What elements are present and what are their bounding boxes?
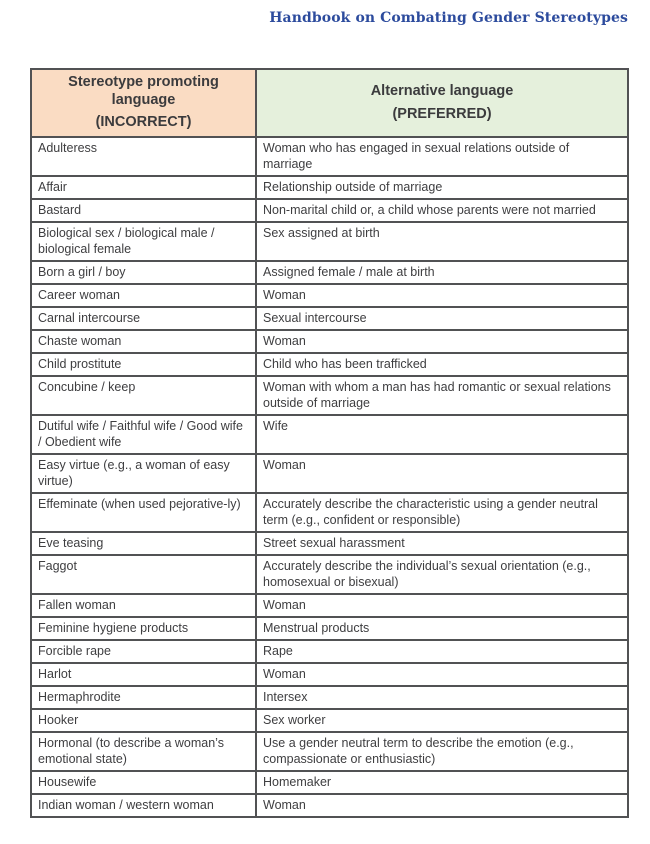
preferred-term-cell: Sex worker: [256, 709, 628, 732]
table-row: [31, 493, 628, 532]
table-row: [31, 617, 628, 640]
incorrect-term-cell: Indian woman / western woman: [31, 794, 256, 817]
preferred-term-cell: Non-marital child or, a child whose parents were not married: [256, 199, 628, 222]
preferred-term-cell: Woman who has engaged in sexual relations outside of marriage: [256, 137, 628, 176]
table-row: [31, 330, 628, 353]
preferred-term-cell: Use a gender neutral term to describe the emotion (e.g., compassionate or enthusiastic): [256, 732, 628, 771]
preferred-term-cell: Street sexual harassment: [256, 532, 628, 555]
column-header-incorrect: [31, 69, 256, 137]
incorrect-term-cell: Bastard: [31, 199, 256, 222]
incorrect-term-cell: Hooker: [31, 709, 256, 732]
preferred-term-cell: Woman: [256, 594, 628, 617]
preferred-term-cell: Assigned female / male at birth: [256, 261, 628, 284]
incorrect-term-cell: Affair: [31, 176, 256, 199]
preferred-term-cell: Relationship outside of marriage: [256, 176, 628, 199]
table-row: [31, 261, 628, 284]
preferred-term-cell: Woman: [256, 330, 628, 353]
table-row: [31, 686, 628, 709]
preferred-term-cell: Sexual intercourse: [256, 307, 628, 330]
table-row: [31, 222, 628, 261]
table-row: [31, 415, 628, 454]
incorrect-term-cell: Adulteress: [31, 137, 256, 176]
preferred-term-cell: Woman with whom a man has had romantic or sexual relations outside of marriage: [256, 376, 628, 415]
preferred-term-cell: Accurately describe the individual’s sexual orientation (e.g., homosexual or bisexual): [256, 555, 628, 594]
preferred-term-cell: Woman: [256, 663, 628, 686]
preferred-term-cell: Wife: [256, 415, 628, 454]
preferred-term-cell: Woman: [256, 454, 628, 493]
table-row: [31, 594, 628, 617]
preferred-term-cell: Woman: [256, 794, 628, 817]
incorrect-term-cell: Biological sex / biological male / biological female: [31, 222, 256, 261]
table-row: [31, 454, 628, 493]
table-row: [31, 376, 628, 415]
incorrect-term-cell: Eve teasing: [31, 532, 256, 555]
preferred-term-cell: Child who has been trafficked: [256, 353, 628, 376]
table-body: [31, 137, 628, 817]
incorrect-term-cell: Housewife: [31, 771, 256, 794]
table-header: [31, 69, 628, 137]
table-row: [31, 794, 628, 817]
incorrect-term-cell: Chaste woman: [31, 330, 256, 353]
incorrect-term-cell: Born a girl / boy: [31, 261, 256, 284]
table-row: [31, 640, 628, 663]
column-header-preferred: [256, 69, 628, 137]
table-row: [31, 284, 628, 307]
incorrect-term-cell: Child prostitute: [31, 353, 256, 376]
incorrect-term-cell: Easy virtue (e.g., a woman of easy virtue): [31, 454, 256, 493]
preferred-term-cell: Sex assigned at birth: [256, 222, 628, 261]
column-header-incorrect-subtitle: (INCORRECT): [95, 114, 192, 131]
incorrect-term-cell: Fallen woman: [31, 594, 256, 617]
table-row: [31, 771, 628, 794]
page-title: Handbook on Combating Gender Stereotypes: [269, 10, 628, 26]
table-row: [31, 732, 628, 771]
incorrect-term-cell: Carnal intercourse: [31, 307, 256, 330]
incorrect-term-cell: Harlot: [31, 663, 256, 686]
incorrect-term-cell: Forcible rape: [31, 640, 256, 663]
table-row: [31, 137, 628, 176]
preferred-term-cell: Woman: [256, 284, 628, 307]
preferred-term-cell: Homemaker: [256, 771, 628, 794]
preferred-term-cell: Accurately describe the characteristic using a gender neutral term (e.g., confident or responsible): [256, 493, 628, 532]
table-row: [31, 176, 628, 199]
incorrect-term-cell: Faggot: [31, 555, 256, 594]
incorrect-term-cell: Hormonal (to describe a woman’s emotional state): [31, 732, 256, 771]
stereotype-language-table: [30, 68, 629, 818]
incorrect-term-cell: Hermaphrodite: [31, 686, 256, 709]
column-header-incorrect-title: Stereotype promoting language: [68, 74, 219, 108]
preferred-term-cell: Rape: [256, 640, 628, 663]
column-header-preferred-title: Alternative language: [370, 82, 514, 99]
column-header-preferred-subtitle: (PREFERRED): [392, 105, 492, 122]
incorrect-term-cell: Career woman: [31, 284, 256, 307]
table-row: [31, 307, 628, 330]
table-header-row: [31, 69, 628, 137]
incorrect-term-cell: Feminine hygiene products: [31, 617, 256, 640]
incorrect-term-cell: Dutiful wife / Faithful wife / Good wife / Obedient wife: [31, 415, 256, 454]
preferred-term-cell: Intersex: [256, 686, 628, 709]
table-row: [31, 663, 628, 686]
preferred-term-cell: Menstrual products: [256, 617, 628, 640]
incorrect-term-cell: Concubine / keep: [31, 376, 256, 415]
table-row: [31, 709, 628, 732]
table-row: [31, 555, 628, 594]
incorrect-term-cell: Effeminate (when used pejorative-ly): [31, 493, 256, 532]
table-row: [31, 532, 628, 555]
table-row: [31, 353, 628, 376]
table-row: [31, 199, 628, 222]
